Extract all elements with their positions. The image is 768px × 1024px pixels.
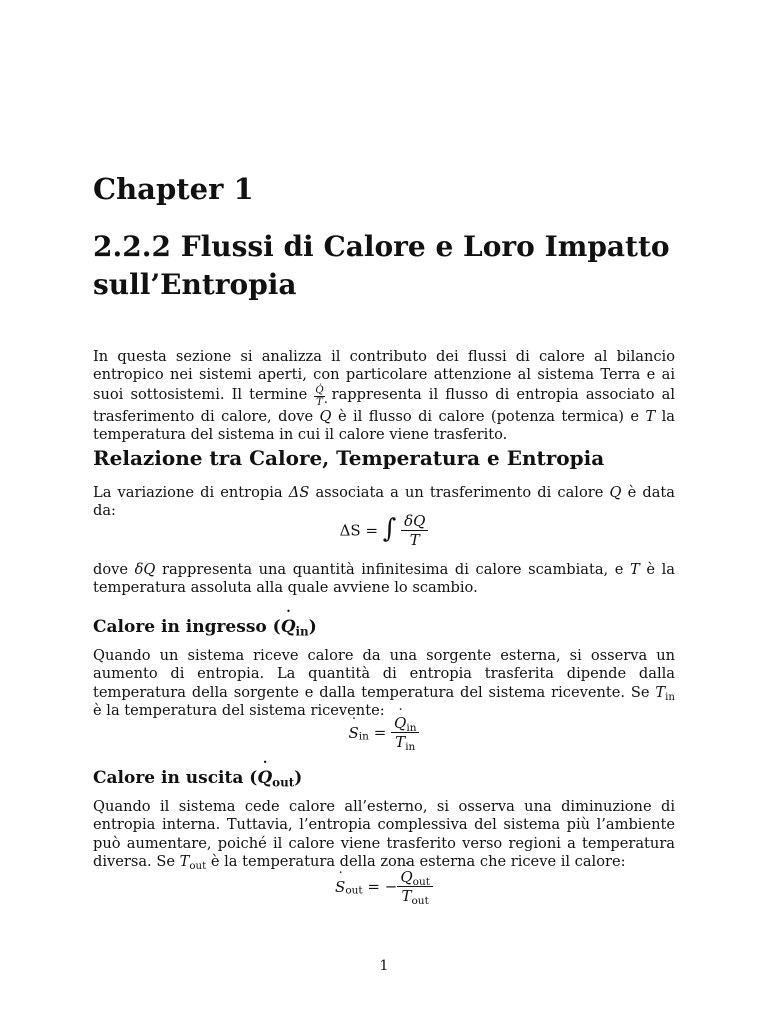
heat-in-t-symbol: T [655,683,666,701]
heat-in-eq-densub: in [405,741,416,754]
p1-text-a: La variazione di entropia [93,484,289,501]
heat-in-title-b: ) [308,617,317,637]
entropy-integral-equation [93,512,675,549]
eq1-denominator: T [409,531,420,549]
intro-frac-num: Q̇ [315,384,324,396]
heat-in-title-sub: in [295,624,309,639]
p1-q-symbol: Q [609,484,622,501]
heat-in-title-a: Calore in ingresso ( [93,617,281,637]
heat-out-eq-numsub: out [412,876,430,889]
p1-text-c: è data da: [93,484,675,520]
eq1-fraction [401,512,428,549]
heat-out-title-sub: out [272,775,295,790]
eq1-numerator: δQ [404,512,426,530]
p2-text-c: è la temperatura assoluta alla quale avviene lo scambio. [93,561,675,597]
intro-text-1: In questa sezione si analizza il contributo dei flussi di calore al bilancio entropico nei sistemi aperti, con particolare attenzione al sistema Terra e ai suoi sottosistemi. Il termine [93,348,675,403]
heat-out-t-symbol: T [179,853,190,871]
entropy-explanation-paragraph [93,561,675,598]
eq1-lhs: ΔS = [339,521,383,540]
heat-in-title-q: ˙ Q [281,617,296,637]
heat-in-text-b: è la temperatura del sistema ricevente: [93,702,385,720]
heat-out-title-q: ˙ Q [257,768,272,788]
intro-qdot-symbol: ˙ Q [320,408,332,426]
heat-out-title-b: ) [294,768,303,788]
heat-out-eq-equals: = − [362,877,398,896]
heat-out-eq-s: ˙ S [335,878,345,896]
intro-t-symbol: T [645,407,656,425]
heat-out-title-a: Calore in uscita ( [93,768,258,788]
intro-text-2: rappresenta il flusso di entropia associato al trasferimento di calore, dove [93,385,675,425]
p2-t-symbol: T [630,561,640,578]
integral-symbol: ∫ [382,513,397,544]
heat-in-text-a: Quando un sistema riceve calore da una sorgente esterna, si osserva un aumento di entropia. La quantità di entropia trasferita dipende dalla temperatura della sorgente e dalla temperatura del sistema ricevente. Se [93,647,675,701]
intro-text-3: è il flusso di calore (potenza termica) e [331,407,646,425]
heat-in-eq-equals: = [368,723,392,742]
p2-text-a: dove [93,561,135,578]
heat-in-paragraph [93,647,675,721]
heat-out-paragraph [93,798,675,872]
heat-in-eq-s: ˙ S [349,724,359,742]
heat-out-eq-den: T [401,887,412,905]
heat-in-t-sub: in [665,691,675,703]
heat-out-equation [93,868,675,908]
intro-paragraph [93,348,675,445]
heat-in-eq-ssub: in [358,730,369,743]
heat-in-equation [93,714,675,754]
heat-out-text-b: è la temperatura della zona esterna che riceve il calore: [206,853,626,871]
heat-in-eq-fraction [391,714,419,754]
heat-out-eq-densub: out [411,895,429,908]
chapter-heading: Chapter 1 [93,172,254,206]
heat-out-t-sub: out [189,861,207,873]
heat-out-text-a: Quando il sistema cede calore all’esterno, si osserva una diminuzione di entropia interna. Tuttavia, l’entropia complessiva del sistema più l’ambiente può aumentare, poiché il calore viene trasferito verso regioni a temperatura diversa. Se [93,798,675,871]
heat-in-title [93,617,317,637]
subsection-title: Relazione tra Calore, Temperatura e Entropia [93,446,605,470]
page-number: 1 [379,958,389,974]
p2-text-b: rappresenta una quantità infinitesima di calore scambiata, e [155,561,631,578]
intro-frac-den: T [316,396,323,408]
heat-out-eq-ssub: out [345,884,363,897]
heat-in-eq-den: T [395,733,406,751]
heat-out-title [93,768,302,788]
heat-in-eq-num: ˙ Q [394,714,406,732]
heat-out-eq-num: ˙ Q [400,868,412,886]
p1-ds-symbol: ΔS [288,484,310,501]
p2-dq-symbol: δQ [134,561,156,578]
heat-out-eq-fraction [397,868,433,908]
intro-text-4: la temperatura del sistema in cui il calore viene trasferito. [93,407,675,444]
section-title: 2.2.2 Flussi di Calore e Loro Impatto sull’Entropia [93,230,670,301]
p1-text-b: associata a un trasferimento di calore [309,484,610,501]
heat-in-eq-numsub: in [406,722,417,735]
